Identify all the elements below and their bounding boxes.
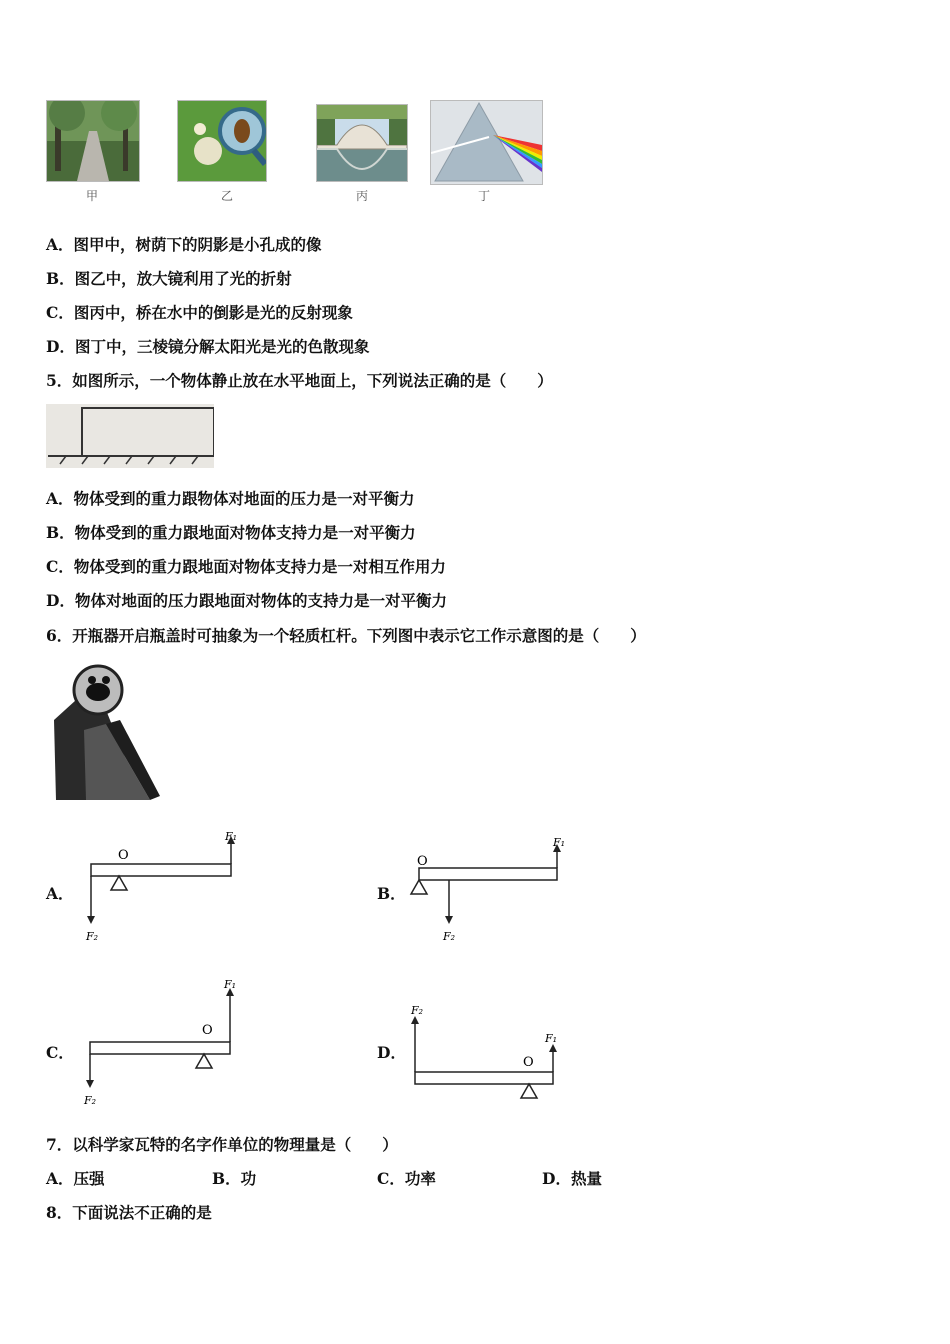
q5-option-b: B．物体受到的重力跟地面对物体支持力是一对平衡力 xyxy=(46,523,416,542)
q6-option-b-label: B． xyxy=(377,884,406,903)
q4-option-d: D．图丁中，三棱镜分解太阳光是光的色散现象 xyxy=(46,337,370,356)
caption-ding: 丁 xyxy=(478,189,491,203)
q5-option-d: D．物体对地面的压力跟地面对物体的支持力是一对平衡力 xyxy=(46,591,447,610)
force-f1-label-b: F₁ xyxy=(553,836,566,849)
lever-diagram-d xyxy=(405,996,565,1106)
force-f1-label-a: F₁ xyxy=(225,830,238,843)
force-f2-label-d: F₂ xyxy=(411,1004,424,1017)
q4-option-a: A．图甲中，树荫下的阴影是小孔成的像 xyxy=(46,235,322,254)
force-f2-label-b: F₂ xyxy=(443,930,456,943)
pivot-label-c: O xyxy=(202,1023,213,1038)
q5-option-a: A．物体受到的重力跟物体对地面的压力是一对平衡力 xyxy=(46,489,415,508)
lever-diagram-a xyxy=(80,828,250,946)
q8-stem: 8．下面说法不正确的是 xyxy=(46,1203,212,1222)
prism-dispersion-photo xyxy=(430,100,543,185)
magnifier-photo xyxy=(177,100,267,182)
q7-option-c: C．功率 xyxy=(377,1169,436,1188)
q7-option-d: D．热量 xyxy=(542,1169,602,1188)
q5-stem: 5．如图所示，一个物体静止放在水平地面上，下列说法正确的是（ ） xyxy=(46,371,553,390)
force-f1-label-c: F₁ xyxy=(224,978,237,991)
force-f1-label-d: F₁ xyxy=(545,1032,558,1045)
arch-bridge-photo xyxy=(316,104,408,182)
pivot-label-b: O xyxy=(417,854,428,869)
tree-road-photo xyxy=(46,100,140,182)
q7-option-b: B．功 xyxy=(212,1169,257,1188)
q7-option-a: A．压强 xyxy=(46,1169,105,1188)
box-on-ground-figure xyxy=(46,404,214,468)
caption-yi: 乙 xyxy=(221,189,234,203)
pivot-label-a: O xyxy=(118,848,129,863)
q5-option-c: C．物体受到的重力跟地面对物体支持力是一对相互作用力 xyxy=(46,557,446,576)
q6-option-a-label: A． xyxy=(46,884,74,903)
q4-option-b: B．图乙中，放大镜利用了光的折射 xyxy=(46,269,292,288)
caption-bing: 丙 xyxy=(356,189,369,203)
force-f2-label-a: F₂ xyxy=(86,930,99,943)
force-f2-label-c: F₂ xyxy=(84,1094,97,1107)
lever-diagram-b xyxy=(405,832,570,946)
pivot-label-d: O xyxy=(523,1055,534,1070)
q6-stem: 6．开瓶器开启瓶盖时可抽象为一个轻质杠杆。下列图中表示它工作示意图的是（ ） xyxy=(46,626,646,645)
q6-option-c-label: C． xyxy=(46,1043,74,1062)
q4-option-c: C．图丙中，桥在水中的倒影是光的反射现象 xyxy=(46,303,353,322)
bottle-opener-photo xyxy=(46,660,162,800)
lever-diagram-c xyxy=(80,972,250,1108)
caption-jia: 甲 xyxy=(86,189,99,203)
q7-stem: 7．以科学家瓦特的名字作单位的物理量是（ ） xyxy=(46,1135,398,1154)
q6-option-d-label: D． xyxy=(377,1043,406,1062)
